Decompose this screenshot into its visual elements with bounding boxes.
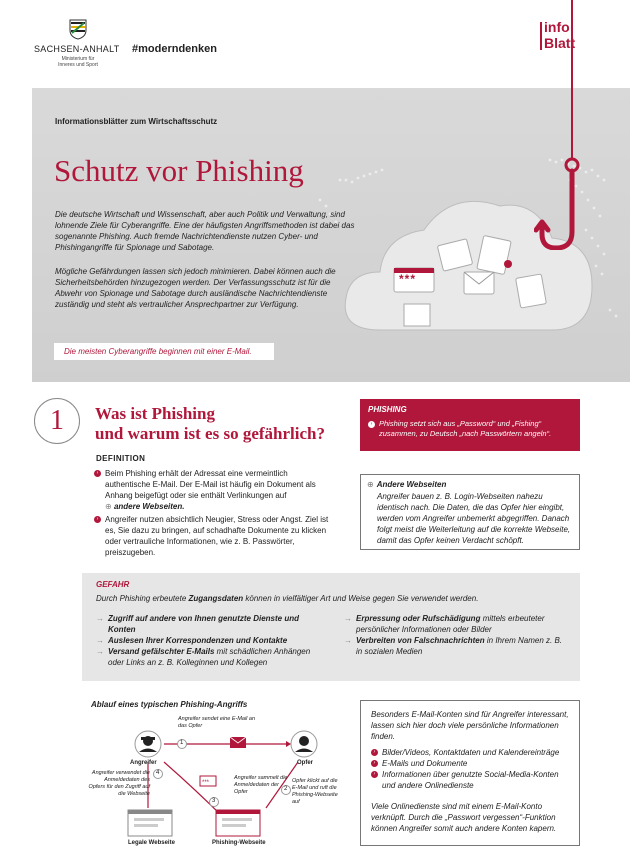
section-title-line1: Was ist Phishing (95, 404, 215, 423)
arrow-icon: → (344, 636, 352, 645)
other-websites-text: Angreifer bauen z. B. Login-Webseiten nahezu identisch nach. Die Daten, die das Opfer hier eingibt, werden vom Angreifer unbemerkt abgegriffen. Danach folgt meist die Weiterleitung auf die korrekte Webseite, damit das Opfer keinen Verdacht schöpft. (377, 492, 571, 545)
email-box-item: › Informationen über genutzte Social-Media-Konten und andere Onlinedienste (371, 769, 571, 791)
email-box-intro: Besonders E-Mail-Konten sind für Angreifer interessant, lassen sich hier doch viele persönliche Informationen finden. (371, 710, 569, 741)
arrow-icon: → (344, 614, 352, 623)
coat-of-arms-icon (68, 18, 88, 40)
danger-item: → Auslesen Ihrer Korrespondenzen und Kontakte (96, 636, 288, 645)
definition-text-2: Angreifer nutzen absichtlich Neugier, Stress oder Angst. Ziel ist es, Sie dazu zu bringen, auf schadhafte Dokumente zu klicken oder vertrauliche Informationen, wie z. B. Passwörter, preiszugeben. (105, 515, 329, 557)
section-number: 1 (34, 398, 80, 444)
phishing-site-label: Phishing-Webseite (212, 840, 266, 846)
email-accounts-box (360, 700, 580, 846)
bullet-dot-icon: › (371, 760, 378, 767)
logo-sub-2: Inneres und Sport (58, 62, 98, 68)
hero-kicker: Informationsblätter zum Wirtschaftsschutz (55, 117, 218, 126)
arrow-icon: → (96, 647, 104, 656)
victim-label: Opfer (297, 760, 314, 766)
danger-item: → Verbreiten von Falschnachrichten in Ihrem Namen z. B. in sozialen Medien (344, 636, 562, 656)
attacker-label: Angreifer (130, 760, 157, 766)
phishing-box-text: Phishing setzt sich aus „Password“ und „Fishing“ zusammen, zu Deutsch „nach Passwörtern angeln“. (379, 419, 552, 438)
svg-text:***: *** (202, 780, 210, 786)
password-icon: *** (399, 272, 417, 286)
danger-item: → Versand gefälschter E-Mails mit schädlichen Anhängen oder Links an z. B. Kolleginnen und Kollegen (96, 647, 311, 667)
flow-title: Ablauf eines typischen Phishing-Angriffs (91, 700, 248, 709)
step2-text: Opfer klickt auf die E-Mail und ruft die Phishing-Webseite auf (292, 778, 338, 805)
definition-heading: DEFINITION (96, 454, 146, 463)
email-box-outro: Viele Onlinedienste sind mit einem E-Mail-Konto verknüpft. Durch die „Passwort vergessen“-Funktion können Angreifer somit auch andere Konten kapern. (371, 802, 557, 833)
arrow-icon: → (96, 614, 104, 623)
phishing-definition-box (360, 399, 580, 451)
bullet-dot-icon: › (94, 470, 101, 477)
step-num-4: 4 (156, 770, 160, 776)
link-arrow-icon: ⊕ (105, 502, 112, 511)
other-websites-link[interactable]: andere Webseiten. (113, 502, 185, 511)
logo-name: SACHSEN-ANHALT (34, 44, 120, 54)
section-title-line2: und warum ist es so gefährlich? (95, 424, 325, 443)
fishing-hook-icon (534, 0, 584, 250)
state-logo (34, 18, 122, 74)
bullet-dot-icon: › (371, 771, 378, 778)
step-num-3: 3 (212, 798, 216, 804)
hero-paragraph-1: Die deutsche Wirtschaft und Wissenschaft, aber auch Politik und Verwaltung, sind lohnende Ziele für Cyberangriffe. Eine der häufigsten Angriffsmethoden ist dabei das sogenannte Phishing. Auch fremde Nachrichtendienste nutzen Cyber- und Phishingangriffe für Spionage und Sabotage. (55, 210, 355, 252)
logo-sub-1: Ministerium für (61, 56, 95, 62)
page-title: Schutz vor Phishing (54, 153, 304, 188)
definition-text-1: Beim Phishing erhält der Adressat eine vermeintlich authentische E-Mail. Der E-Mail ist häufig ein Dokument als Anhang beigefügt oder sie enthält Verlinkungen auf ⊕ andere Webseiten. (105, 469, 316, 511)
definition-bullet-2 (94, 514, 330, 558)
link-icon: ⊕ (367, 480, 374, 489)
danger-heading: GEFAHR (96, 580, 130, 589)
step1-text: Angreifer sendet eine E-Mail an das Opfer (178, 716, 256, 729)
danger-list-left (96, 613, 324, 668)
bullet-dot-icon: › (371, 749, 378, 756)
other-websites-heading: Andere Webseiten (376, 480, 447, 489)
step3-text: Angreifer sammelt die Anmeldedaten der Opfer (234, 775, 288, 795)
bullet-dot-icon: › (94, 516, 101, 523)
danger-intro: Durch Phishing erbeutete Zugangsdaten können in vielfältiger Art und Weise gegen Sie verwendet werden. (96, 594, 479, 603)
danger-list-right (344, 613, 566, 657)
step-num-2: 2 (284, 786, 288, 792)
hashtag: #moderndenken (132, 43, 217, 55)
email-box-item: › E-Mails und Dokumente (371, 758, 571, 769)
definition-bullet-1 (94, 468, 330, 512)
arrow-circle-icon: › (368, 421, 375, 428)
hero-callout: Die meisten Cyberangriffe beginnen mit einer E-Mail. (54, 343, 274, 360)
info-logo-top: info (544, 19, 570, 35)
danger-item: → Erpressung oder Rufschädigung mittels erbeuteter persönlicher Informationen oder Bilder (344, 614, 545, 634)
arrow-icon: → (96, 636, 104, 645)
hero-paragraph-2: Mögliche Gefährdungen lassen sich jedoch minimieren. Dabei können auch die Sicherheitsbehörden hinzugezogen werden. Der Verfassungsschutz ist für die Abwehr von Spionage und Sabotage durch ausländische Nachrichtendienste zuständig und steht als vertraulicher Ansprechpartner zur Verfügung. (55, 267, 336, 309)
info-logo-bottom: Blatt (544, 35, 576, 51)
step-num-1: 1 (180, 740, 184, 746)
phishing-box-heading: PHISHING (368, 405, 407, 414)
danger-item: → Zugriff auf andere von Ihnen genutzte Dienste und Konten (96, 614, 299, 634)
step4-text: Angreifer verwendet die Anmeldedaten des Opfers für den Zugriff auf die Webseite (88, 770, 150, 797)
email-box-item: › Bilder/Videos, Kontaktdaten und Kalendereinträge (371, 747, 571, 758)
legal-site-label: Legale Webseite (128, 840, 175, 846)
other-websites-box (360, 474, 580, 550)
